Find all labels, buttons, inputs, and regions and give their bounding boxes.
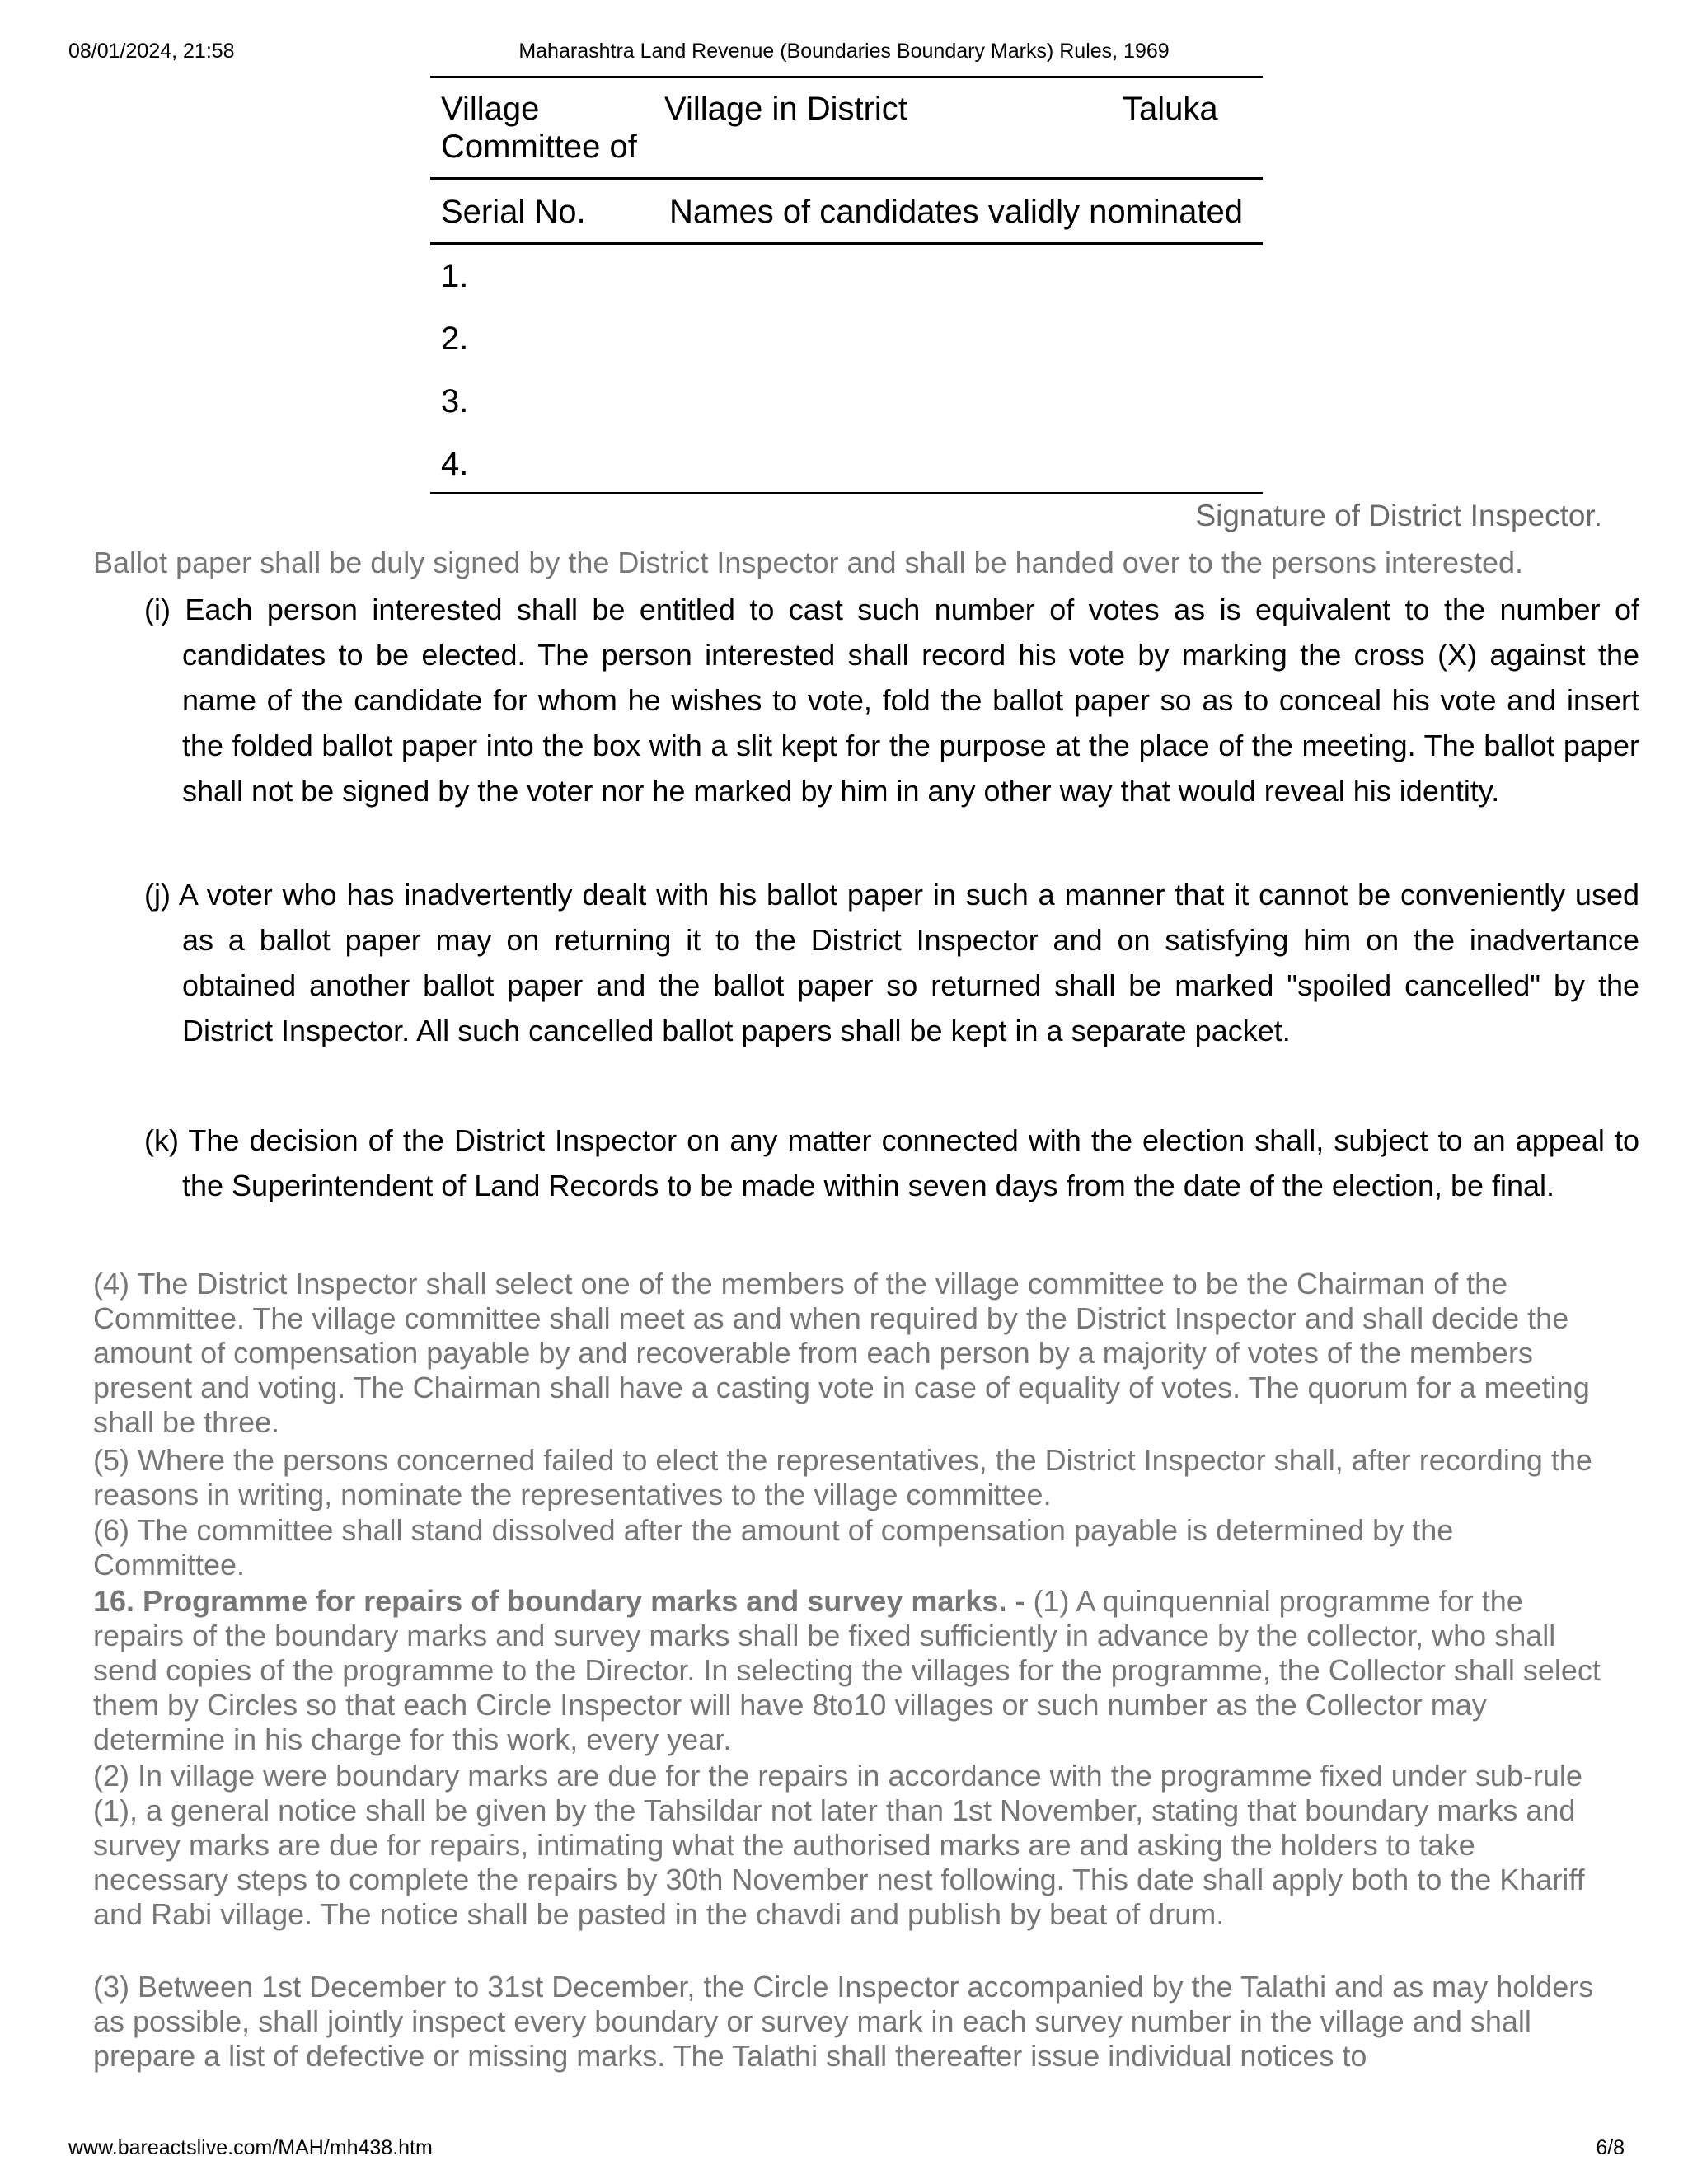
village-committee-label: Village Committee of [441,91,637,165]
list-item: (k) The decision of the District Inspector on any matter connected with the election shall, subject to an appeal to the Superintendent of Land Records to be made within seven days from the date of the election, be final. [144,1123,1639,1202]
print-datetime: 08/01/2024, 21:58 [68,40,235,63]
ballot-note: Ballot paper shall be duly signed by the District Inspector and shall be handed over to the persons interested. [93,546,1524,579]
paragraph: (3) Between 1st December to 31st December, the Circle Inspector accompanied by the Talathi and as may holders as possible, shall jointly inspect every boundary or survey mark in each survey number in the village and shall prepare a list of defective or missing marks. The Talathi shall thereafter issue individual notices to [93,1970,1594,2073]
serial-number: 3. [441,383,469,419]
page-number: 6/8 [1596,2136,1625,2159]
document-title: Maharashtra Land Revenue (Boundaries Boundary Marks) Rules, 1969 [518,40,1170,63]
village-district-label: Village in District [664,91,907,127]
section-16-heading: 16. Programme for repairs of boundary marks and survey marks. - [93,1584,1025,1618]
taluka-label: Taluka [1123,91,1218,127]
table-rule [430,177,1263,180]
paragraph: (4) The District Inspector shall select one of the members of the village committee to be the Chairman of the Committee. The village committee shall meet as and when required by the District Inspector and shall decide the amount of compensation payable by and recoverable from each person by a majority of votes of the members present and voting. The Chairman shall have a casting vote in case of equality of votes. The quorum for a meeting shall be three. [93,1267,1590,1439]
serial-number: 4. [441,446,469,482]
table-top-rule [430,76,1263,78]
signature-line: Signature of District Inspector. [1195,499,1602,532]
table-rule [430,242,1263,245]
list-item: (i) Each person interested shall be entitled to cast such number of votes as is equivalent to the number of candidates to be elected. The person interested shall record his vote by marking the cross (X) against the name of the candidate for whom he wishes to vote, fold the ballot paper so as to conceal his vote and insert the folded ballot paper into the box with a slit kept for the purpose at the place of the meeting. The ballot paper shall not be signed by the voter nor he marked by him in any other way that would reveal his identity. [144,593,1639,808]
page-url: www.bareactslive.com/MAH/mh438.htm [68,2136,433,2159]
section-16-text: (1) A quinquennial programme for the repairs of the boundary marks and survey marks shall be fixed sufficiently in advance by the collector, who shall send copies of the programme to the Director. In selecting the villages for the programme, the Collector shall select them by Circles so that each Circle Inspector will have 8to10 villages or such number as the Collector may determine in his charge for this work, every year. [93,1584,1601,1756]
paragraph: (2) In village were boundary marks are due for the repairs in accordance with the programme fixed under sub-rule (1), a general notice shall be given by the Tahsildar not later than 1st November, stating that boundary marks and survey marks are due for repairs, intimating what the authorised marks are and asking the holders to take necessary steps to complete the repairs by 30th November nest following. This date shall apply both to the Khariff and Rabi village. The notice shall be pasted in the chavdi and publish by beat of drum. [93,1759,1585,1931]
paragraph: (6) The committee shall stand dissolved after the amount of compensation payable is determined by the Committee. [93,1513,1454,1582]
list-item: (j) A voter who has inadvertently dealt with his ballot paper in such a manner that it cannot be conveniently used as a ballot paper may on returning it to the District Inspector and on satisfying him on the inadvertance obtained another ballot paper and the ballot paper so returned shall be marked "spoiled cancelled" by the District Inspector. All such cancelled ballot papers shall be kept in a separate packet. [144,878,1639,1047]
serial-no-header: Serial No. [441,194,586,230]
section-16 [93,1584,1601,1757]
table-bottom-rule [430,492,1263,494]
serial-number: 2. [441,321,469,357]
candidates-header: Names of candidates validly nominated [669,194,1243,230]
paragraph: (5) Where the persons concerned failed to elect the representatives, the District Inspector shall, after recording the reasons in writing, nominate the representatives to the village committee. [93,1443,1592,1511]
serial-number: 1. [441,258,469,294]
